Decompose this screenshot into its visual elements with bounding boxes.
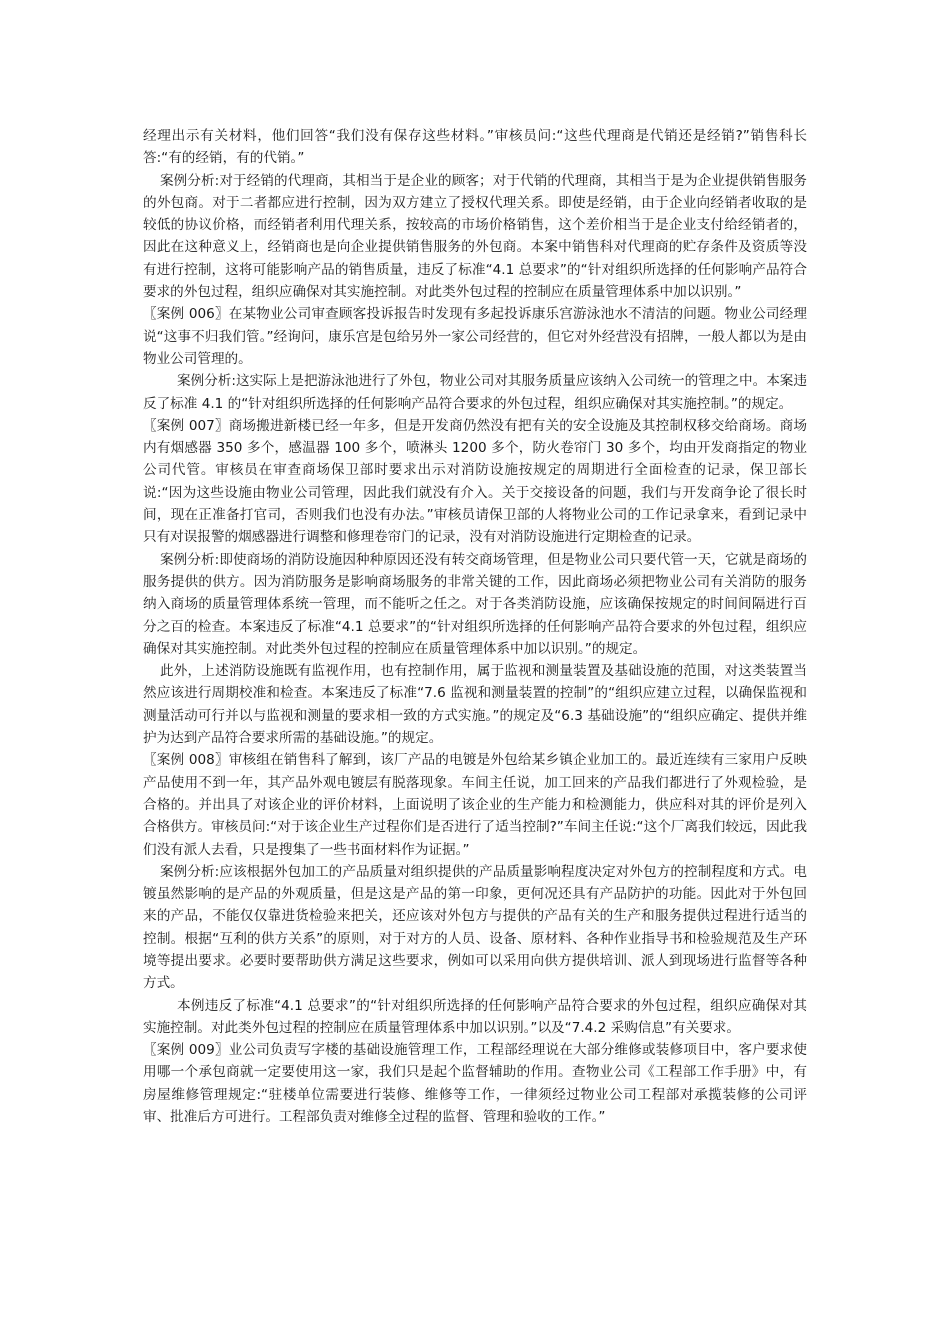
paragraph-analysis-case-008: 案例分析:应该根据外包加工的产品质量对组织提供的产品质量影响程度决定对外包方的控制程度和方式。电镀虽然影响的是产品的外观质量，但是这是产品的第一印象，更何况还具有产品防护的功能。因此对于外包回来的产品，不能仅仅靠进货检验来把关，还应该对外包方与提供的产品有关的生产和服务提供过程进行适当的控制。根据“互利的供方关系”的原则，对于对方的人员、设备、原材料、各种作业指导书和检验规范及生产环境等提出要求。必要时要帮助供方满足这些要求，例如可以采用向供方提供培训、派人到现场进行监督等各种方式。 bbox=[143, 863, 807, 992]
paragraph-case-008: 〖案例 008〗审核组在销售科了解到，该厂产品的电镀是外包给某乡镇企业加工的。最近连续有三家用户反映产品使用不到一年，其产品外观电镀层有脱落现象。车间主任说，加工回来的产品我们都进行了外观检验，是合格的。并出具了对该企业的评价材料，上面说明了该企业的生产能力和检测能力，供应科对其的评价是列入合格供方。审核员问:“对于该企业生产过程你们是否进行了适当控制?”车间主任说:“这个厂离我们较远，因此我们没有派人去看，只是搜集了一些书面材料作为证据。” bbox=[143, 752, 807, 858]
paragraph-case-009: 〖案例 009〗业公司负责写字楼的基础设施管理工作，工程部经理说在大部分维修或装修项目中，客户要求使用哪一个承包商就一定要使用这一家，我们只是起个监督辅助的作用。查物业公司《工程部工作手册》中，有房屋维修管理规定:“驻楼单位需要进行装修、维修等工作，一律须经过物业公司工程部对承揽装修的公司评审、批准后方可进行。工程部负责对维修全过程的监督、管理和验收的工作。” bbox=[143, 1042, 807, 1126]
paragraph-violation-case-008: 本例违反了标准“4.1 总要求”的“针对组织所选择的任何影响产品符合要求的外包过程，组织应确保对其实施控制。对此类外包过程的控制应在质量管理体系中加以识别。”以及“7.4.2 采购信息”有关要求。 bbox=[143, 997, 807, 1036]
paragraph-continuation: 经理出示有关材料，他们回答“我们没有保存这些材料。”审核员问:“这些代理商是代销还是经销?”销售科长答:“有的经销，有的代销。” bbox=[143, 128, 807, 167]
body-text bbox=[143, 125, 807, 1128]
paragraph-case-007: 〖案例 007〗商场搬进新楼已经一年多，但是开发商仍然没有把有关的安全设施及其控制权移交给商场。商场内有烟感器 350 多个，感温器 100 多个，喷淋头 1200 多个，防火卷帘门 30 多个，均由开发商指定的物业公司代管。审核员在审查商场保卫部时要求出示对消防设施按规定的周期进行全面检查的记录，保卫部长说:“因为这些设施由物业公司管理，因此我们就没有介入。关于交接设备的问题，我们与开发商争论了很长时间，现在正准备打官司，否则我们也没有办法。”审核员请保卫部的人将物业公司的工作记录拿来，看到记录中只有对误报警的烟感器进行调整和修理卷帘门的记录，没有对消防设施进行定期检查的记录。 bbox=[143, 417, 807, 546]
paragraph-analysis-case-005: 案例分析:对于经销的代理商，其相当于是企业的顾客；对于代销的代理商，其相当于是为企业提供销售服务的外包商。对于二者都应进行控制，因为双方建立了授权代理关系。即使是经销，由于企业向经销者收取的是较低的协议价格，而经销者利用代理关系，按较高的市场价格销售，这个差价相当于是企业支付给经销者的，因此在这种意义上，经销商也是向企业提供销售服务的外包商。本案中销售科对代理商的贮存条件及资质等没有进行控制，这将可能影响产品的销售质量，违反了标准“4.1 总要求”的“针对组织所选择的任何影响产品符合要求的外包过程，组织应确保对其实施控制。对此类外包过程的控制应在质量管理体系中加以识别。” bbox=[143, 172, 807, 301]
paragraph-case-006: 〖案例 006〗在某物业公司审查顾客投诉报告时发现有多起投诉康乐宫游泳池水不清洁的问题。物业公司经理说“这事不归我们管。”经询问，康乐宫是包给另外一家公司经营的，但它对外经营没有招牌，一般人都以为是由物业公司管理的。 bbox=[143, 306, 807, 367]
paragraph-analysis-case-007: 案例分析:即使商场的消防设施因种种原因还没有转交商场管理，但是物业公司只要代管一天，它就是商场的服务提供的供方。因为消防服务是影响商场服务的非常关键的工作，因此商场必须把物业公司有关消防的服务纳入商场的质量管理体系统一管理，而不能听之任之。对于各类消防设施，应该确保按规定的时间间隔进行百分之百的检查。本案违反了标准“4.1 总要求”的“针对组织所选择的任何影响产品符合要求的外包过程，组织应确保对其实施控制。对此类外包过程的控制应在质量管理体系中加以识别。”的规定。 bbox=[143, 551, 807, 657]
paragraph-analysis-case-006: 案例分析:这实际上是把游泳池进行了外包，物业公司对其服务质量应该纳入公司统一的管理之中。本案违反了标准 4.1 的“针对组织所选择的任何影响产品符合要求的外包过程，组织应确保对其实施控制。”的规定。 bbox=[143, 373, 807, 412]
paragraph-additional-case-007: 此外，上述消防设施既有监视作用，也有控制作用，属于监视和测量装置及基础设施的范围，对这类装置当然应该进行周期校准和检查。本案违反了标准“7.6 监视和测量装置的控制”的“组织应建立过程，以确保监视和测量活动可行并以与监视和测量的要求相一致的方式实施。”的规定及“6.3 基础设施”的“组织应确定、提供并维护为达到产品符合要求所需的基础设施。”的规定。 bbox=[143, 663, 807, 747]
